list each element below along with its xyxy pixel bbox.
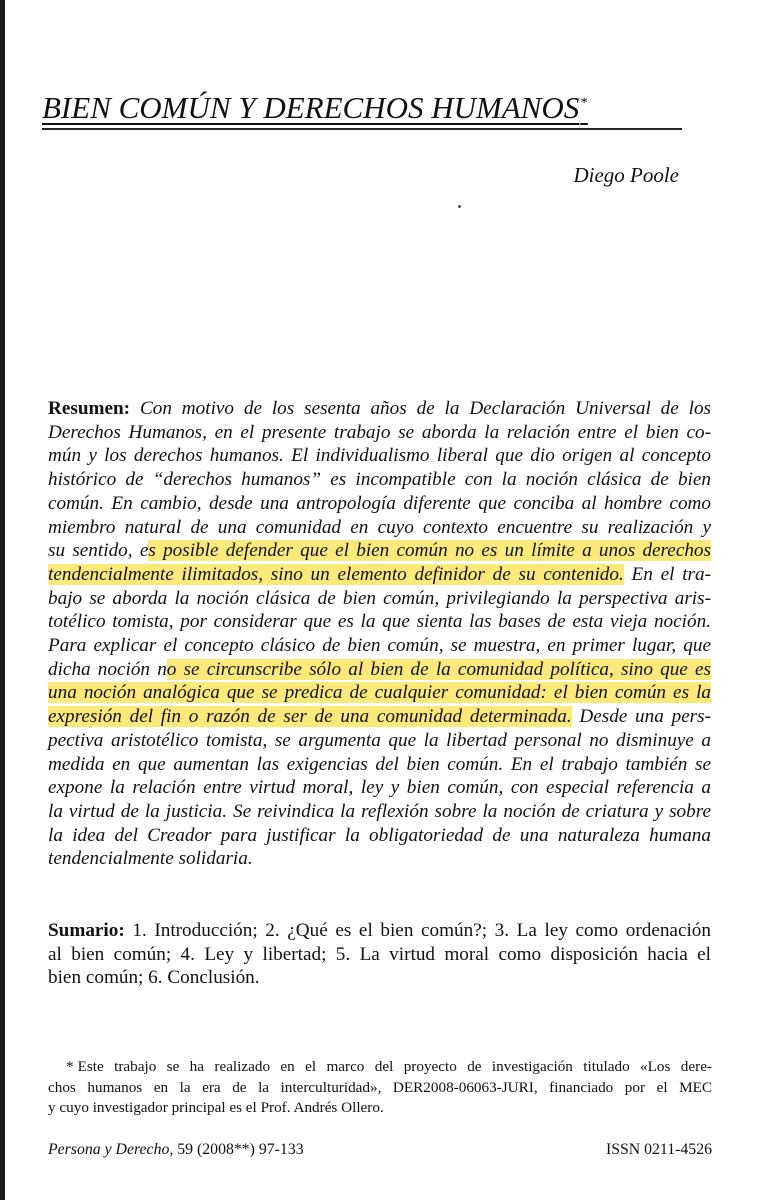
- abstract-line: [48, 563, 711, 587]
- summary-text: al bien común; 4. Ley y libertad; 5. La virtud moral como disposición hacia el: [48, 943, 711, 965]
- abstract-line: [48, 681, 711, 705]
- footnote-mark: *: [66, 1058, 74, 1075]
- abstract-text: bajo se aborda la noción clásica de bien común, privilegiando la perspectiva aris-: [48, 587, 711, 609]
- summary-line: [48, 919, 711, 943]
- abstract-text: la idea del Creador para justificar la obligatoriedad de una naturaleza humana: [48, 824, 711, 846]
- abstract-text: Con motivo de los sesenta años de la Declaración Universal de los: [130, 398, 711, 419]
- summary-text: 1. Introducción; 2. ¿Qué es el bien común?; 3. La ley como ordenación: [124, 920, 711, 941]
- abstract-text: Para explicar el concepto clásico de bien común, se muestra, en primer lugar, que: [48, 635, 711, 657]
- abstract-text: dicha noción n: [48, 658, 167, 680]
- abstract-text: Derechos Humanos, en el presente trabajo se aborda la relación entre el bien co-: [48, 421, 711, 443]
- abstract-line: [48, 397, 711, 421]
- footnote-line: [48, 1057, 712, 1078]
- abstract-line: [48, 753, 711, 777]
- author-name: Diego Poole: [573, 163, 679, 187]
- highlighted-text: tendencialmente ilimitados, sino un elemento definidor de su contenido.: [48, 563, 624, 585]
- abstract-text: común. En cambio, desde una antropología diferente que conciba al hombre como: [48, 492, 711, 514]
- abstract-line: [48, 729, 711, 753]
- journal-volume: 59 (2008**) 97-133: [173, 1141, 304, 1158]
- abstract-text: pectiva aristotélico tomista, se argumenta que la libertad personal no disminuye a: [48, 729, 711, 751]
- abstract-line: [48, 658, 711, 682]
- abstract-text: expone la relación entre virtud moral, ley y bien común, con especial referencia a: [48, 777, 711, 799]
- footnote-text: y cuyo investigador principal es el Prof. Andrés Ollero.: [48, 1099, 384, 1116]
- abstract-text: histórico de “derechos humanos” es incompatible con la noción clásica de bien: [48, 469, 711, 491]
- footnote: [48, 1057, 712, 1119]
- abstract-text: mún y los derechos humanos. El individualismo liberal que dio origen al concepto: [48, 445, 711, 467]
- abstract-line: [48, 705, 711, 729]
- article-title-text: BIEN COMÚN Y DERECHOS HUMANOS: [42, 90, 580, 125]
- highlighted-text: una noción analógica que se predica de cualquier comunidad: el bien común es la: [48, 682, 711, 704]
- title-footnote-mark: *: [580, 94, 588, 111]
- abstract-line: [48, 468, 711, 492]
- abstract-line: [48, 421, 711, 445]
- abstract-line: [48, 847, 711, 871]
- page-scan-edge: [0, 0, 5, 1200]
- footnote-line: [48, 1078, 712, 1099]
- highlighted-text: expresión del fin o razón de ser de una comunidad determinada.: [48, 706, 572, 728]
- abstract-line: [48, 634, 711, 658]
- abstract-text: la virtud de la justicia. Se reivindica la reflexión sobre la noción de criatura y sobre: [48, 800, 711, 822]
- abstract-line: [48, 516, 711, 540]
- title-rule: [42, 84, 682, 130]
- summary-line: [48, 966, 711, 990]
- footnote-text: Este trabajo se ha realizado en el marco del proyecto de investigación titulado «Los dere-: [77, 1058, 712, 1075]
- abstract-text: En el tra-: [623, 563, 711, 585]
- abstract-text: Desde una pers-: [571, 706, 711, 728]
- abstract-line: [48, 824, 711, 848]
- abstract-line: [48, 444, 711, 468]
- footnote-text: chos humanos en la era de la interculturidad», DER2008-06063-JURI, financiado por el MEC: [48, 1078, 712, 1096]
- abstract-line: [48, 492, 711, 516]
- summary-text: bien común; 6. Conclusión.: [48, 967, 260, 989]
- abstract-line: [48, 539, 711, 563]
- abstract-text: totélico tomista, por considerar que es la que sienta las bases de esta vieja noción.: [48, 611, 711, 633]
- highlighted-text: o se circunscribe sólo al bien de la comunidad política, sino que es: [166, 658, 711, 680]
- abstract-line: [48, 800, 711, 824]
- summary: [48, 919, 711, 990]
- journal-citation: [48, 1141, 304, 1159]
- issn: ISSN 0211-4526: [605, 1141, 712, 1158]
- scan-speck: [458, 205, 461, 208]
- abstract-label: Resumen:: [48, 398, 131, 419]
- abstract-text: miembro natural de una comunidad en cuyo contexto encuentre su realización y: [48, 516, 711, 538]
- summary-label: Sumario:: [48, 920, 125, 941]
- journal-name: Persona y Derecho,: [48, 1141, 174, 1158]
- abstract-text: su sentido, e: [48, 540, 149, 562]
- article-title: [42, 90, 588, 126]
- footnote-line: [48, 1098, 712, 1119]
- summary-line: [48, 943, 711, 967]
- abstract: [48, 397, 711, 871]
- abstract-text: tendencialmente solidaria.: [48, 848, 253, 870]
- abstract-text: medida en que aumentan las exigencias del bien común. En el trabajo también se: [48, 753, 711, 775]
- abstract-line: [48, 610, 711, 634]
- abstract-line: [48, 587, 711, 611]
- abstract-line: [48, 776, 711, 800]
- highlighted-text: s posible defender que el bien común no es un límite a unos derechos: [148, 540, 711, 562]
